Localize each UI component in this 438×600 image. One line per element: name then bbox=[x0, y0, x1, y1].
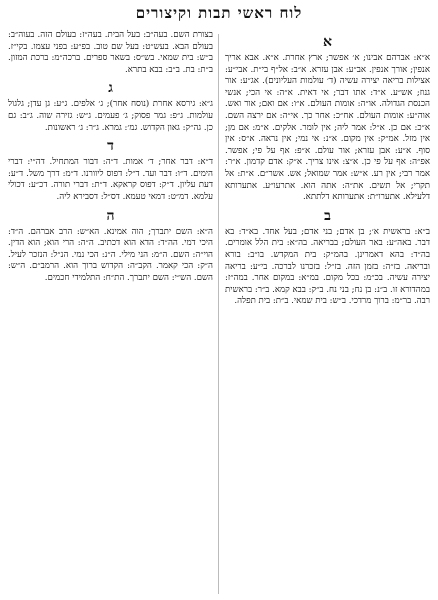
section-text-he: ה״א: השם יתברך; הוה אמינא. הא״ש: הרב אברהם. ה״ד: היכי דמי. הה״ד: הדא הוא דכתיב. ה״ה: הרי הוא; הוא הדין. הוי״ה: השם. ה״מ: הני מילי. ה״נ: הכי נמי. הנ״ל: הנזכר לעיל. ה״ק: הכי קאמר. הקב״ה: הקדוש ברוך הוא. הרמב״ם. ה״ש: השם. הש״י: השם יתברך. הת״ח: התלמידי חכמים. bbox=[8, 226, 213, 283]
section-text-alef: א״א: אברהם אבינו; א׳ אפשר; ארץ אחרת. א״א. אבא אריך אנפין; אורך אנפין. אב״ע: אבן עזרא. א״ב: אל״ף בי״ת. אבי״ע: אצילות בריאה יצירה עשיה (ד׳ עולמות העליונים). אג״ע: אור גנוז; אש״ע. א״ד: אתו דבר; אי דאית. א״ה: אי הכי; אנשי הכנסת הגדולה. או״ה: אומות העולם. א״ו: אם ואם; אור ואש. אוה״ע: אומות העולם. אח״כ: אחר כך. אי״ה: אם ירצה השם. א״כ: אם כן. א״ל: אמר ליה; אין לומר. אלקים. א״מ: אם מן; אין מזל. אמ״ק: אין מקום. א״נ: אי נמי; אין נראה. א״ס: אין סוף. א״ע: אבן עזרא; אור עולם. א״פ: אף על פי; אפשר. אפ״ה: אף על פי כן. א״צ: אינו צריך. א״ק: אדם קדמון. א״ר: אמר רבי; אין רע. א״ש: אמר שמואל; אש. אשר״ם. א״ת: אל תקרי; אל תשים. את״ה: אתה הוא. אתרעו״ע. אתערותא דלעילא. אתערו״ת: אתערותא דלתתא. bbox=[225, 53, 430, 203]
section-letter-he: ה bbox=[106, 207, 115, 224]
right-column bbox=[225, 30, 430, 310]
section-text-intro: בצורת השם. בעה״ב: בעל הבית. בעה״ז: בעולם הזה. בעוה״ב: בעולם הבא. בעש״ט: בעל שם טוב. בפ״ע: בפני עצמו. בקי״ז. ב״ש: בית שמאי. בש״ס: בשאר ספרים. ברכה״מ: ברכת המזון. ב״ת: בת. ב״ב: בבא בתרא. bbox=[8, 30, 213, 75]
section-text-bet: ב״א: בראשית א׳; בן אדם; בני אדם; בעל אחד. בא״ד: בא דבר. באה״ע: באר העולם; בבריאה. בה״א: בית הלל אומרים. בה״ד: בהא דאמרינן. בהמ״ק: בית המקדש. בו״ב: בורא ובריאה. בז״ה: בזמן הזה. בז״ל: בזכרנו לברכה. בי״ע: בריאה יצירה עשיה. בכ״מ: בכל מקום. במ״א: במקום אחר. במה״ז: במהדורא זו. ב״נ: בן נח; בני נח. ב״ק: בבא קמא. ב״ר: בראשית רבה. בר״מ: ברוך מרדכי. ב״ש: בית שמאי. ב״ת: בית תפלה. bbox=[225, 226, 430, 307]
section-letter-gimel: ג bbox=[108, 80, 113, 97]
section-letter-alef: א bbox=[323, 34, 332, 50]
left-column bbox=[8, 30, 213, 287]
section-text-gimel: ג״א: גירסא אחרת (נוסח אחר); ג׳ אלפים. ג״ע: גן עדן; גלגול עולמות. ג״פ: גמר פסוק; ג׳ פעמים. ג״ש: גזירה שוה. ג״ב: גם כן. גה״ק: גאון הקדוש. גמ׳: גמרא. ג״ר: ג׳ ראשונות. bbox=[8, 99, 213, 133]
page-title: לוח ראשי תבות וקיצורים bbox=[135, 4, 303, 22]
section-letter-dalet: ד bbox=[107, 138, 114, 155]
section-letter-bet: ב bbox=[324, 207, 331, 224]
section-text-dalet: ד״א: דבר אחר; ד׳ אמות. ד״ה: דבור המתחיל. דה״י: דברי הימים. ד״ו: דבר ועד. ד״ל: דפוס ליוורנו. ד״מ: דרך משל. ד״ע: דעת עליון. ד״ק: דפוס קראקא. ד״ת: דברי תורה. דכ״ע: דכולי עלמא. דמ״ט: דמאי טעמא. דס״ל: דסבירא ליה. bbox=[8, 157, 213, 202]
column-divider bbox=[218, 34, 219, 594]
